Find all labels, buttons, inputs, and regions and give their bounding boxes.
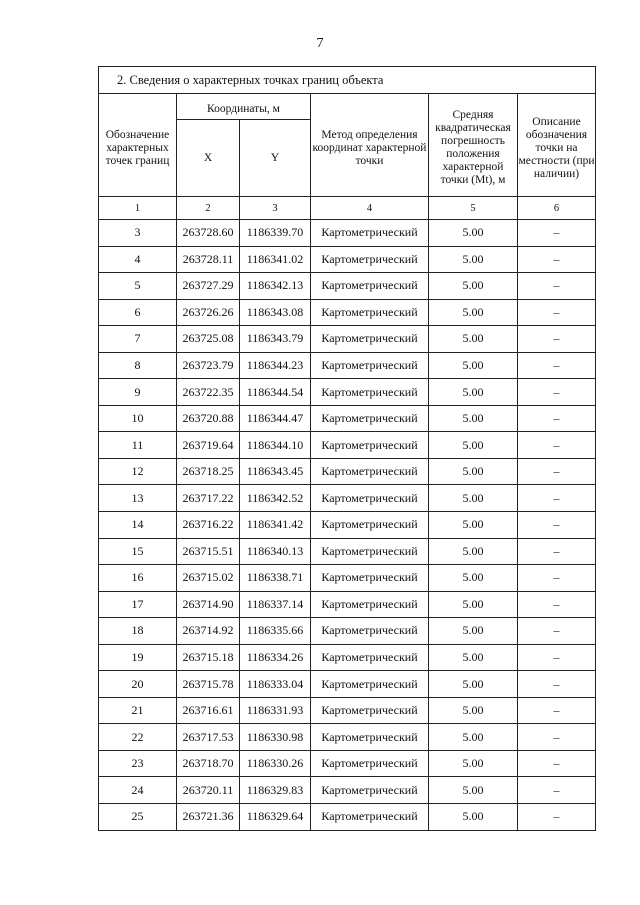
error-cell: 5.00 [429, 405, 518, 432]
error-cell: 5.00 [429, 352, 518, 379]
x-cell: 263714.92 [177, 618, 240, 645]
description-cell: – [518, 538, 596, 565]
method-cell: Картометрический [311, 724, 429, 751]
table-row [99, 804, 596, 831]
x-cell: 263720.88 [177, 405, 240, 432]
table-row [99, 273, 596, 300]
column-number: 1 [99, 197, 177, 220]
table-row [99, 458, 596, 485]
column-number: 5 [429, 197, 518, 220]
point-cell: 10 [99, 405, 177, 432]
point-cell: 9 [99, 379, 177, 406]
error-cell: 5.00 [429, 379, 518, 406]
column-number: 2 [177, 197, 240, 220]
y-cell: 1186338.71 [240, 565, 311, 592]
error-cell: 5.00 [429, 326, 518, 353]
point-cell: 24 [99, 777, 177, 804]
header-coordinates: Координаты, м [177, 94, 311, 120]
x-cell: 263723.79 [177, 352, 240, 379]
point-cell: 25 [99, 804, 177, 831]
point-cell: 4 [99, 246, 177, 273]
x-cell: 263728.11 [177, 246, 240, 273]
x-cell: 263716.22 [177, 512, 240, 539]
error-cell: 5.00 [429, 458, 518, 485]
y-cell: 1186344.23 [240, 352, 311, 379]
x-cell: 263718.70 [177, 750, 240, 777]
method-cell: Картометрический [311, 618, 429, 645]
method-cell: Картометрический [311, 405, 429, 432]
method-cell: Картометрический [311, 697, 429, 724]
table-row [99, 326, 596, 353]
point-cell: 19 [99, 644, 177, 671]
table-row [99, 777, 596, 804]
description-cell: – [518, 405, 596, 432]
y-cell: 1186329.83 [240, 777, 311, 804]
header-y: Y [240, 120, 311, 197]
point-cell: 17 [99, 591, 177, 618]
header-designation: Обозначение характерных точек границ [99, 94, 177, 197]
error-cell: 5.00 [429, 273, 518, 300]
column-number: 4 [311, 197, 429, 220]
description-cell: – [518, 591, 596, 618]
method-cell: Картометрический [311, 379, 429, 406]
method-cell: Картометрический [311, 273, 429, 300]
point-cell: 11 [99, 432, 177, 459]
point-cell: 5 [99, 273, 177, 300]
table-row [99, 352, 596, 379]
x-cell: 263719.64 [177, 432, 240, 459]
point-cell: 15 [99, 538, 177, 565]
method-cell: Картометрический [311, 538, 429, 565]
error-cell: 5.00 [429, 432, 518, 459]
x-cell: 263727.29 [177, 273, 240, 300]
method-cell: Картометрический [311, 804, 429, 831]
point-cell: 20 [99, 671, 177, 698]
x-cell: 263725.08 [177, 326, 240, 353]
x-cell: 263715.78 [177, 671, 240, 698]
error-cell: 5.00 [429, 220, 518, 247]
y-cell: 1186341.02 [240, 246, 311, 273]
x-cell: 263717.53 [177, 724, 240, 751]
point-cell: 13 [99, 485, 177, 512]
method-cell: Картометрический [311, 220, 429, 247]
description-cell: – [518, 671, 596, 698]
description-cell: – [518, 273, 596, 300]
description-cell: – [518, 220, 596, 247]
point-cell: 8 [99, 352, 177, 379]
method-cell: Картометрический [311, 591, 429, 618]
boundary-points-table [98, 66, 596, 831]
error-cell: 5.00 [429, 750, 518, 777]
x-cell: 263715.18 [177, 644, 240, 671]
y-cell: 1186340.13 [240, 538, 311, 565]
error-cell: 5.00 [429, 671, 518, 698]
error-cell: 5.00 [429, 644, 518, 671]
y-cell: 1186344.10 [240, 432, 311, 459]
point-cell: 16 [99, 565, 177, 592]
error-cell: 5.00 [429, 565, 518, 592]
page-number: 7 [316, 36, 324, 51]
x-cell: 263726.26 [177, 299, 240, 326]
error-cell: 5.00 [429, 512, 518, 539]
method-cell: Картометрический [311, 671, 429, 698]
x-cell: 263717.22 [177, 485, 240, 512]
y-cell: 1186344.54 [240, 379, 311, 406]
error-cell: 5.00 [429, 299, 518, 326]
y-cell: 1186329.64 [240, 804, 311, 831]
x-cell: 263722.35 [177, 379, 240, 406]
x-cell: 263714.90 [177, 591, 240, 618]
x-cell: 263715.51 [177, 538, 240, 565]
method-cell: Картометрический [311, 458, 429, 485]
header-description: Описание обозначения точки на местности (при наличии) [518, 94, 596, 197]
error-cell: 5.00 [429, 538, 518, 565]
description-cell: – [518, 352, 596, 379]
y-cell: 1186337.14 [240, 591, 311, 618]
y-cell: 1186330.26 [240, 750, 311, 777]
description-cell: – [518, 458, 596, 485]
y-cell: 1186333.04 [240, 671, 311, 698]
table-row [99, 697, 596, 724]
description-cell: – [518, 432, 596, 459]
header-error: Средняя квадратическая погрешность положения характерной точки (Mt), м [429, 94, 518, 197]
x-cell: 263718.25 [177, 458, 240, 485]
error-cell: 5.00 [429, 724, 518, 751]
y-cell: 1186343.08 [240, 299, 311, 326]
x-cell: 263721.36 [177, 804, 240, 831]
description-cell: – [518, 299, 596, 326]
point-cell: 7 [99, 326, 177, 353]
table-row [99, 565, 596, 592]
description-cell: – [518, 379, 596, 406]
section-title: 2. Сведения о характерных точках границ объекта [99, 67, 596, 94]
method-cell: Картометрический [311, 432, 429, 459]
point-cell: 3 [99, 220, 177, 247]
description-cell: – [518, 485, 596, 512]
table-row [99, 246, 596, 273]
table-row [99, 591, 596, 618]
table-row [99, 405, 596, 432]
x-cell: 263716.61 [177, 697, 240, 724]
error-cell: 5.00 [429, 618, 518, 645]
point-cell: 12 [99, 458, 177, 485]
y-cell: 1186334.26 [240, 644, 311, 671]
y-cell: 1186331.93 [240, 697, 311, 724]
description-cell: – [518, 644, 596, 671]
y-cell: 1186330.98 [240, 724, 311, 751]
method-cell: Картометрический [311, 565, 429, 592]
description-cell: – [518, 724, 596, 751]
error-cell: 5.00 [429, 804, 518, 831]
table-row [99, 512, 596, 539]
method-cell: Картометрический [311, 644, 429, 671]
description-cell: – [518, 618, 596, 645]
column-number: 3 [240, 197, 311, 220]
header-method: Метод определения координат характерной точки [311, 94, 429, 197]
method-cell: Картометрический [311, 485, 429, 512]
point-cell: 21 [99, 697, 177, 724]
table-body [99, 220, 596, 831]
y-cell: 1186335.66 [240, 618, 311, 645]
point-cell: 14 [99, 512, 177, 539]
method-cell: Картометрический [311, 352, 429, 379]
table-row [99, 618, 596, 645]
error-cell: 5.00 [429, 697, 518, 724]
description-cell: – [518, 804, 596, 831]
x-cell: 263720.11 [177, 777, 240, 804]
y-cell: 1186339.70 [240, 220, 311, 247]
point-cell: 18 [99, 618, 177, 645]
point-cell: 23 [99, 750, 177, 777]
y-cell: 1186344.47 [240, 405, 311, 432]
method-cell: Картометрический [311, 299, 429, 326]
y-cell: 1186342.13 [240, 273, 311, 300]
error-cell: 5.00 [429, 485, 518, 512]
y-cell: 1186343.79 [240, 326, 311, 353]
table-row [99, 644, 596, 671]
method-cell: Картометрический [311, 750, 429, 777]
x-cell: 263715.02 [177, 565, 240, 592]
description-cell: – [518, 565, 596, 592]
table-row [99, 220, 596, 247]
description-cell: – [518, 697, 596, 724]
table-row [99, 671, 596, 698]
table-row [99, 299, 596, 326]
method-cell: Картометрический [311, 777, 429, 804]
table-row [99, 750, 596, 777]
description-cell: – [518, 750, 596, 777]
point-cell: 22 [99, 724, 177, 751]
table-row [99, 485, 596, 512]
description-cell: – [518, 512, 596, 539]
table-row [99, 724, 596, 751]
y-cell: 1186341.42 [240, 512, 311, 539]
description-cell: – [518, 777, 596, 804]
description-cell: – [518, 246, 596, 273]
y-cell: 1186343.45 [240, 458, 311, 485]
header-x: X [177, 120, 240, 197]
method-cell: Картометрический [311, 512, 429, 539]
y-cell: 1186342.52 [240, 485, 311, 512]
column-number: 6 [518, 197, 596, 220]
error-cell: 5.00 [429, 591, 518, 618]
method-cell: Картометрический [311, 326, 429, 353]
error-cell: 5.00 [429, 246, 518, 273]
method-cell: Картометрический [311, 246, 429, 273]
point-cell: 6 [99, 299, 177, 326]
error-cell: 5.00 [429, 777, 518, 804]
table-row [99, 538, 596, 565]
x-cell: 263728.60 [177, 220, 240, 247]
description-cell: – [518, 326, 596, 353]
table-row [99, 432, 596, 459]
table-row [99, 379, 596, 406]
